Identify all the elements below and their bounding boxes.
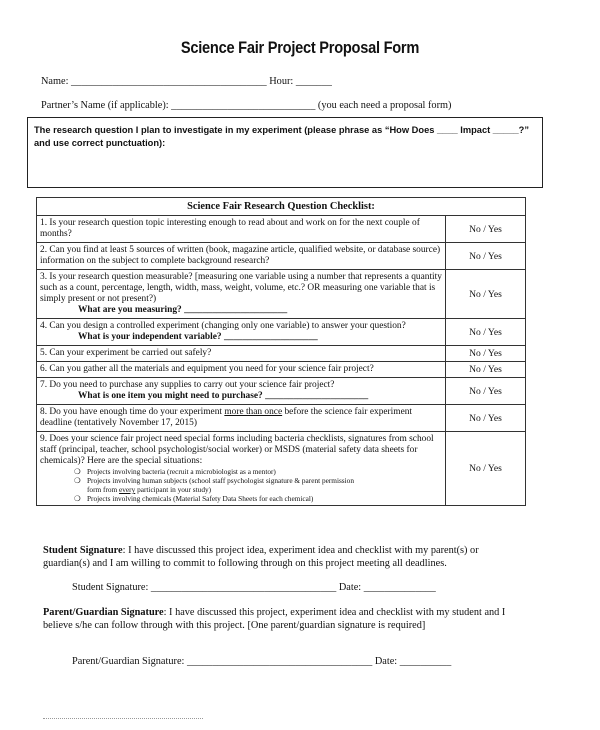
table-row [37, 243, 526, 270]
bullet-icon: ❍ [74, 476, 81, 485]
special-situation-item: ❍ Projects involving human subjects (school staff psychologist signature & parent permission form from every participant in your study) [40, 476, 442, 494]
cut-off-edge [43, 718, 203, 724]
name-hour-line[interactable]: Name: ______________________________________ Hour: _______ [41, 76, 332, 87]
partner-name-line[interactable]: Partner’s Name (if applicable): ____________________________ (you each need a proposal form) [41, 100, 452, 111]
checklist-question: 4. Can you design a controlled experiment (changing only one variable) to answer your question? [40, 321, 406, 331]
research-question-prompt: The research question I plan to investigate in my experiment (please phrase as “How Does ____ Impact _____?” [34, 125, 529, 135]
research-question-box[interactable] [27, 117, 543, 188]
no-yes-option[interactable]: No / Yes [446, 346, 526, 362]
special-situation-item: ❍ Projects involving bacteria (recruit a microbiologist as a mentor) [74, 467, 276, 476]
checklist-question: 3. Is your research question measurable? [measuring one variable using a number that represents a quantity such as a count, percentage, length, width, mass, weight, volume, etc.? OR measuring one variable that is simply present or not present?) [40, 272, 442, 304]
table-row [37, 346, 526, 362]
parent-statement-text: : I have discussed this project, experiment idea and checklist with my student and I believe s/he can follow through with this project. [One parent/guardian signature is required] [43, 607, 506, 631]
purchase-item-prompt[interactable]: What is one item you might need to purchase? ______________________ [78, 391, 369, 401]
emphasis-text: more than once [224, 407, 283, 417]
parent-statement [43, 606, 513, 632]
checklist-question: 6. Can you gather all the materials and equipment you need for your science fair project? [37, 362, 446, 378]
checklist-question: 5. Can your experiment be carried out safely? [37, 346, 446, 362]
no-yes-option[interactable]: No / Yes [446, 362, 526, 378]
question-text: 8. Do you have enough time do your experiment [40, 407, 225, 417]
bullet-icon: ❍ [74, 467, 81, 476]
checklist-cell [37, 378, 446, 405]
checklist-question: 9. Does your science fair project need special forms including bacteria checklists, signatures from school staff (principal, teacher, school psychologist/social worker) or MSDS (material safety data sheets for chemicals)? Here are the special situations: [40, 434, 434, 466]
no-yes-option[interactable]: No / Yes [446, 216, 526, 243]
table-row [37, 405, 526, 432]
checklist-question [37, 405, 446, 432]
student-signature-label: Student Signature [43, 545, 123, 556]
table-row [37, 216, 526, 243]
student-statement-text: : I have discussed this project idea, experiment idea and checklist with my parent(s) or guardian(s) and I am willing to commit to following through on this project meeting all deadlines. [43, 545, 479, 569]
table-row [37, 378, 526, 405]
student-signature-line[interactable]: Student Signature: ____________________________________ Date: ______________ [72, 582, 436, 593]
table-row [37, 432, 526, 506]
page-title: Science Fair Project Proposal Form [180, 38, 420, 57]
measuring-prompt[interactable]: What are you measuring? ______________________ [78, 305, 288, 315]
table-row [37, 362, 526, 378]
student-statement [43, 544, 513, 570]
bullet-icon: ❍ [74, 494, 81, 503]
no-yes-option[interactable]: No / Yes [446, 432, 526, 506]
no-yes-option[interactable]: No / Yes [446, 319, 526, 346]
question-text: before the science fair experiment deadline (tentatively November 17, 2015) [40, 407, 413, 428]
checklist-cell [37, 432, 446, 506]
table-row [37, 270, 526, 319]
table-row [37, 319, 526, 346]
checklist-cell [37, 270, 446, 319]
no-yes-option[interactable]: No / Yes [446, 405, 526, 432]
checklist-cell [37, 319, 446, 346]
bullet-continuation: form from every participant in your study) [87, 485, 212, 494]
checklist-question: 1. Is your research question topic interesting enough to read about and work on for the next couple of months? [37, 216, 446, 243]
research-question-prompt-cont: and use correct punctuation): [34, 138, 166, 148]
independent-variable-prompt[interactable]: What is your independent variable? ____________________ [78, 332, 318, 342]
special-situation-item: ❍ Projects involving chemicals (Material Safety Data Sheets for each chemical) [74, 494, 314, 503]
no-yes-option[interactable]: No / Yes [446, 378, 526, 405]
no-yes-option[interactable]: No / Yes [446, 270, 526, 319]
parent-signature-line[interactable]: Parent/Guardian Signature: ____________________________________ Date: __________ [72, 656, 452, 667]
checklist-heading: Science Fair Research Question Checklist: [37, 198, 526, 216]
checklist-question: 2. Can you find at least 5 sources of written (book, magazine article, qualified website, or database source) information on the subject to complete background research? [37, 243, 446, 270]
parent-signature-label: Parent/Guardian Signature [43, 607, 164, 618]
checklist-question: 7. Do you need to purchase any supplies to carry out your science fair project? [40, 380, 335, 390]
no-yes-option[interactable]: No / Yes [446, 243, 526, 270]
research-checklist-table [36, 197, 526, 506]
